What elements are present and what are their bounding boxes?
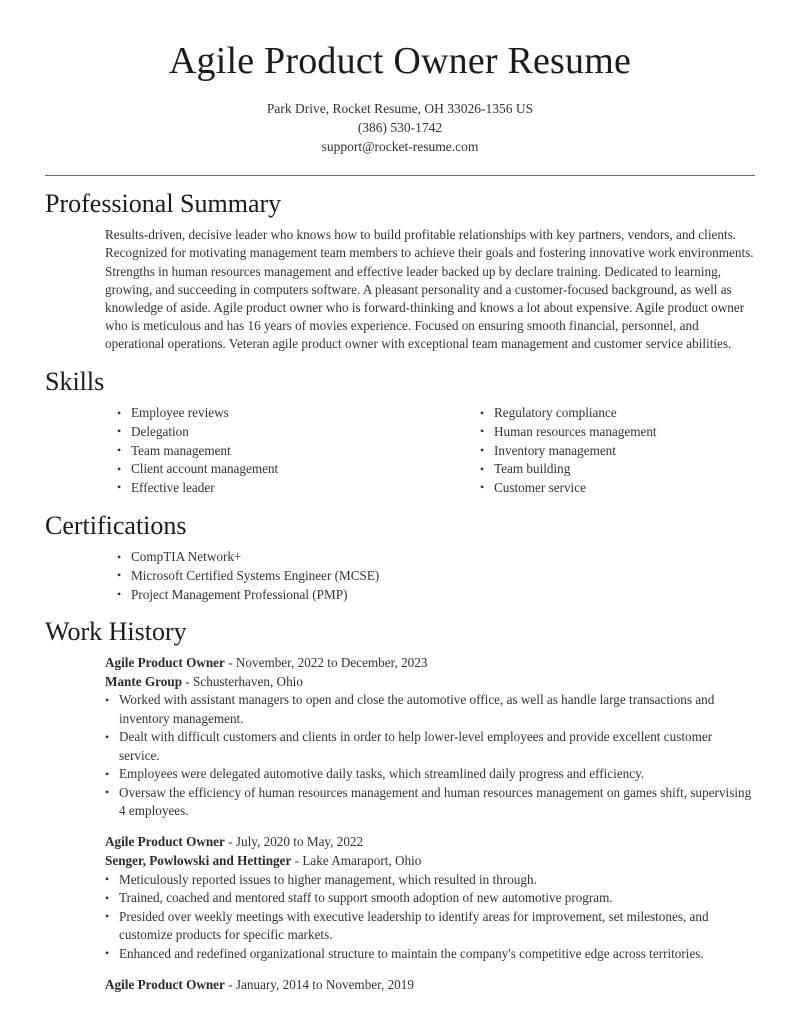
job-entry: [105, 833, 755, 963]
list-item: • Human resources management: [480, 423, 755, 441]
job-entry: [105, 976, 755, 995]
job-company: Mante Group: [105, 673, 183, 689]
list-item: • Enhanced and redefined organizational structure to maintain the company's competitive edge across territories.: [105, 945, 755, 963]
contact-phone: (386) 530-1742: [357, 119, 443, 135]
list-item: • Team building: [480, 460, 755, 478]
section-work-history: [45, 616, 755, 995]
contact-address: Park Drive, Rocket Resume, OH 33026-1356 US: [266, 100, 534, 116]
summary-text: Results-driven, decisive leader who knows how to build profitable relationships with key partners, vendors, and clients. Recognized for motivating management team members to achieve their goals and fostering innovative work environments. Strengths in human resources management and effective leader backed up by declare training. Dedicated to learning, growing, and succeeding in computers software. A pleasant personality and a customer-focused background, as well as knowledge of aside. Agile product owner who is forward-thinking and knows a lot about expensive. Agile product owner who is meticulous and has 16 years of movies experience. Focused on ensuring smooth financial, personnel, and operational operations. Veteran agile product owner with exceptional team management and customer service abilities.: [105, 227, 754, 352]
certifications-body: [45, 548, 755, 604]
job-bullets: [105, 691, 755, 820]
skills-list-right: [480, 404, 755, 497]
section-professional-summary: [45, 188, 755, 354]
section-heading-work-history: Work History: [45, 616, 187, 646]
list-item: • Oversaw the efficiency of human resources management and human resources management on games shift, supervising 4 employees.: [105, 784, 755, 820]
job-title: Agile Product Owner: [105, 655, 225, 671]
job-company: Senger, Powlowski and Hettinger: [105, 852, 292, 868]
list-item: • Regulatory compliance: [480, 404, 755, 422]
job-dates: - November, 2022 to December, 2023: [224, 655, 428, 671]
job-bullets: [105, 871, 755, 964]
list-item: • Meticulously reported issues to higher management, which resulted in through.: [105, 871, 755, 889]
work-history-list: [45, 654, 755, 994]
list-item: • Trained, coached and mentored staff to support smooth adoption of new automotive program.: [105, 889, 755, 907]
list-item: • Dealt with difficult customers and clients in order to help lower-level employees and provide excellent customer service.: [105, 728, 755, 764]
job-company-line: [105, 673, 755, 692]
job-dates: - January, 2014 to November, 2019: [224, 977, 414, 993]
skills-column-left: [117, 404, 436, 498]
job-title: Agile Product Owner: [105, 977, 225, 993]
job-title-line: [105, 833, 755, 852]
summary-body: [45, 226, 755, 353]
section-heading-certifications: Certifications: [45, 510, 187, 540]
certifications-list: [117, 548, 755, 604]
list-item: • Microsoft Certified Systems Engineer (MCSE): [117, 567, 755, 585]
header-divider: [45, 175, 755, 176]
section-certifications: [45, 510, 755, 604]
list-item: • Presided over weekly meetings with executive leadership to identify areas for improvement, set milestones, and customize products for specific markets.: [105, 908, 755, 944]
job-company-line: [105, 852, 755, 871]
skills-list-left: [117, 404, 436, 497]
job-location: - Schusterhaven, Ohio: [182, 673, 303, 689]
skills-columns: [45, 404, 755, 498]
list-item: • Project Management Professional (PMP): [117, 586, 755, 604]
section-skills: [45, 366, 755, 498]
list-item: • Delegation: [117, 423, 436, 441]
job-entry: [105, 654, 755, 820]
list-item: • Employees were delegated automotive daily tasks, which streamlined daily progress and efficiency.: [105, 765, 755, 783]
list-item: • Effective leader: [117, 479, 436, 497]
job-location: - Lake Amaraport, Ohio: [291, 852, 422, 868]
section-heading-summary: Professional Summary: [45, 188, 282, 218]
skills-column-right: [436, 404, 755, 498]
job-title-line: [105, 654, 755, 673]
list-item: • Worked with assistant managers to open and close the automotive office, as well as handle large transactions and inventory management.: [105, 691, 755, 727]
job-title: Agile Product Owner: [105, 834, 225, 850]
list-item: • Inventory management: [480, 442, 755, 460]
job-dates: - July, 2020 to May, 2022: [224, 834, 364, 850]
list-item: • Employee reviews: [117, 404, 436, 422]
list-item: • Team management: [117, 442, 436, 460]
contact-email: support@rocket-resume.com: [321, 138, 479, 154]
list-item: • CompTIA Network+: [117, 548, 755, 566]
contact-info: [45, 99, 755, 156]
section-heading-skills: Skills: [45, 366, 105, 396]
list-item: • Client account management: [117, 460, 436, 478]
list-item: • Customer service: [480, 479, 755, 497]
page-title: Agile Product Owner Resume: [168, 40, 632, 82]
job-title-line: [105, 976, 755, 995]
